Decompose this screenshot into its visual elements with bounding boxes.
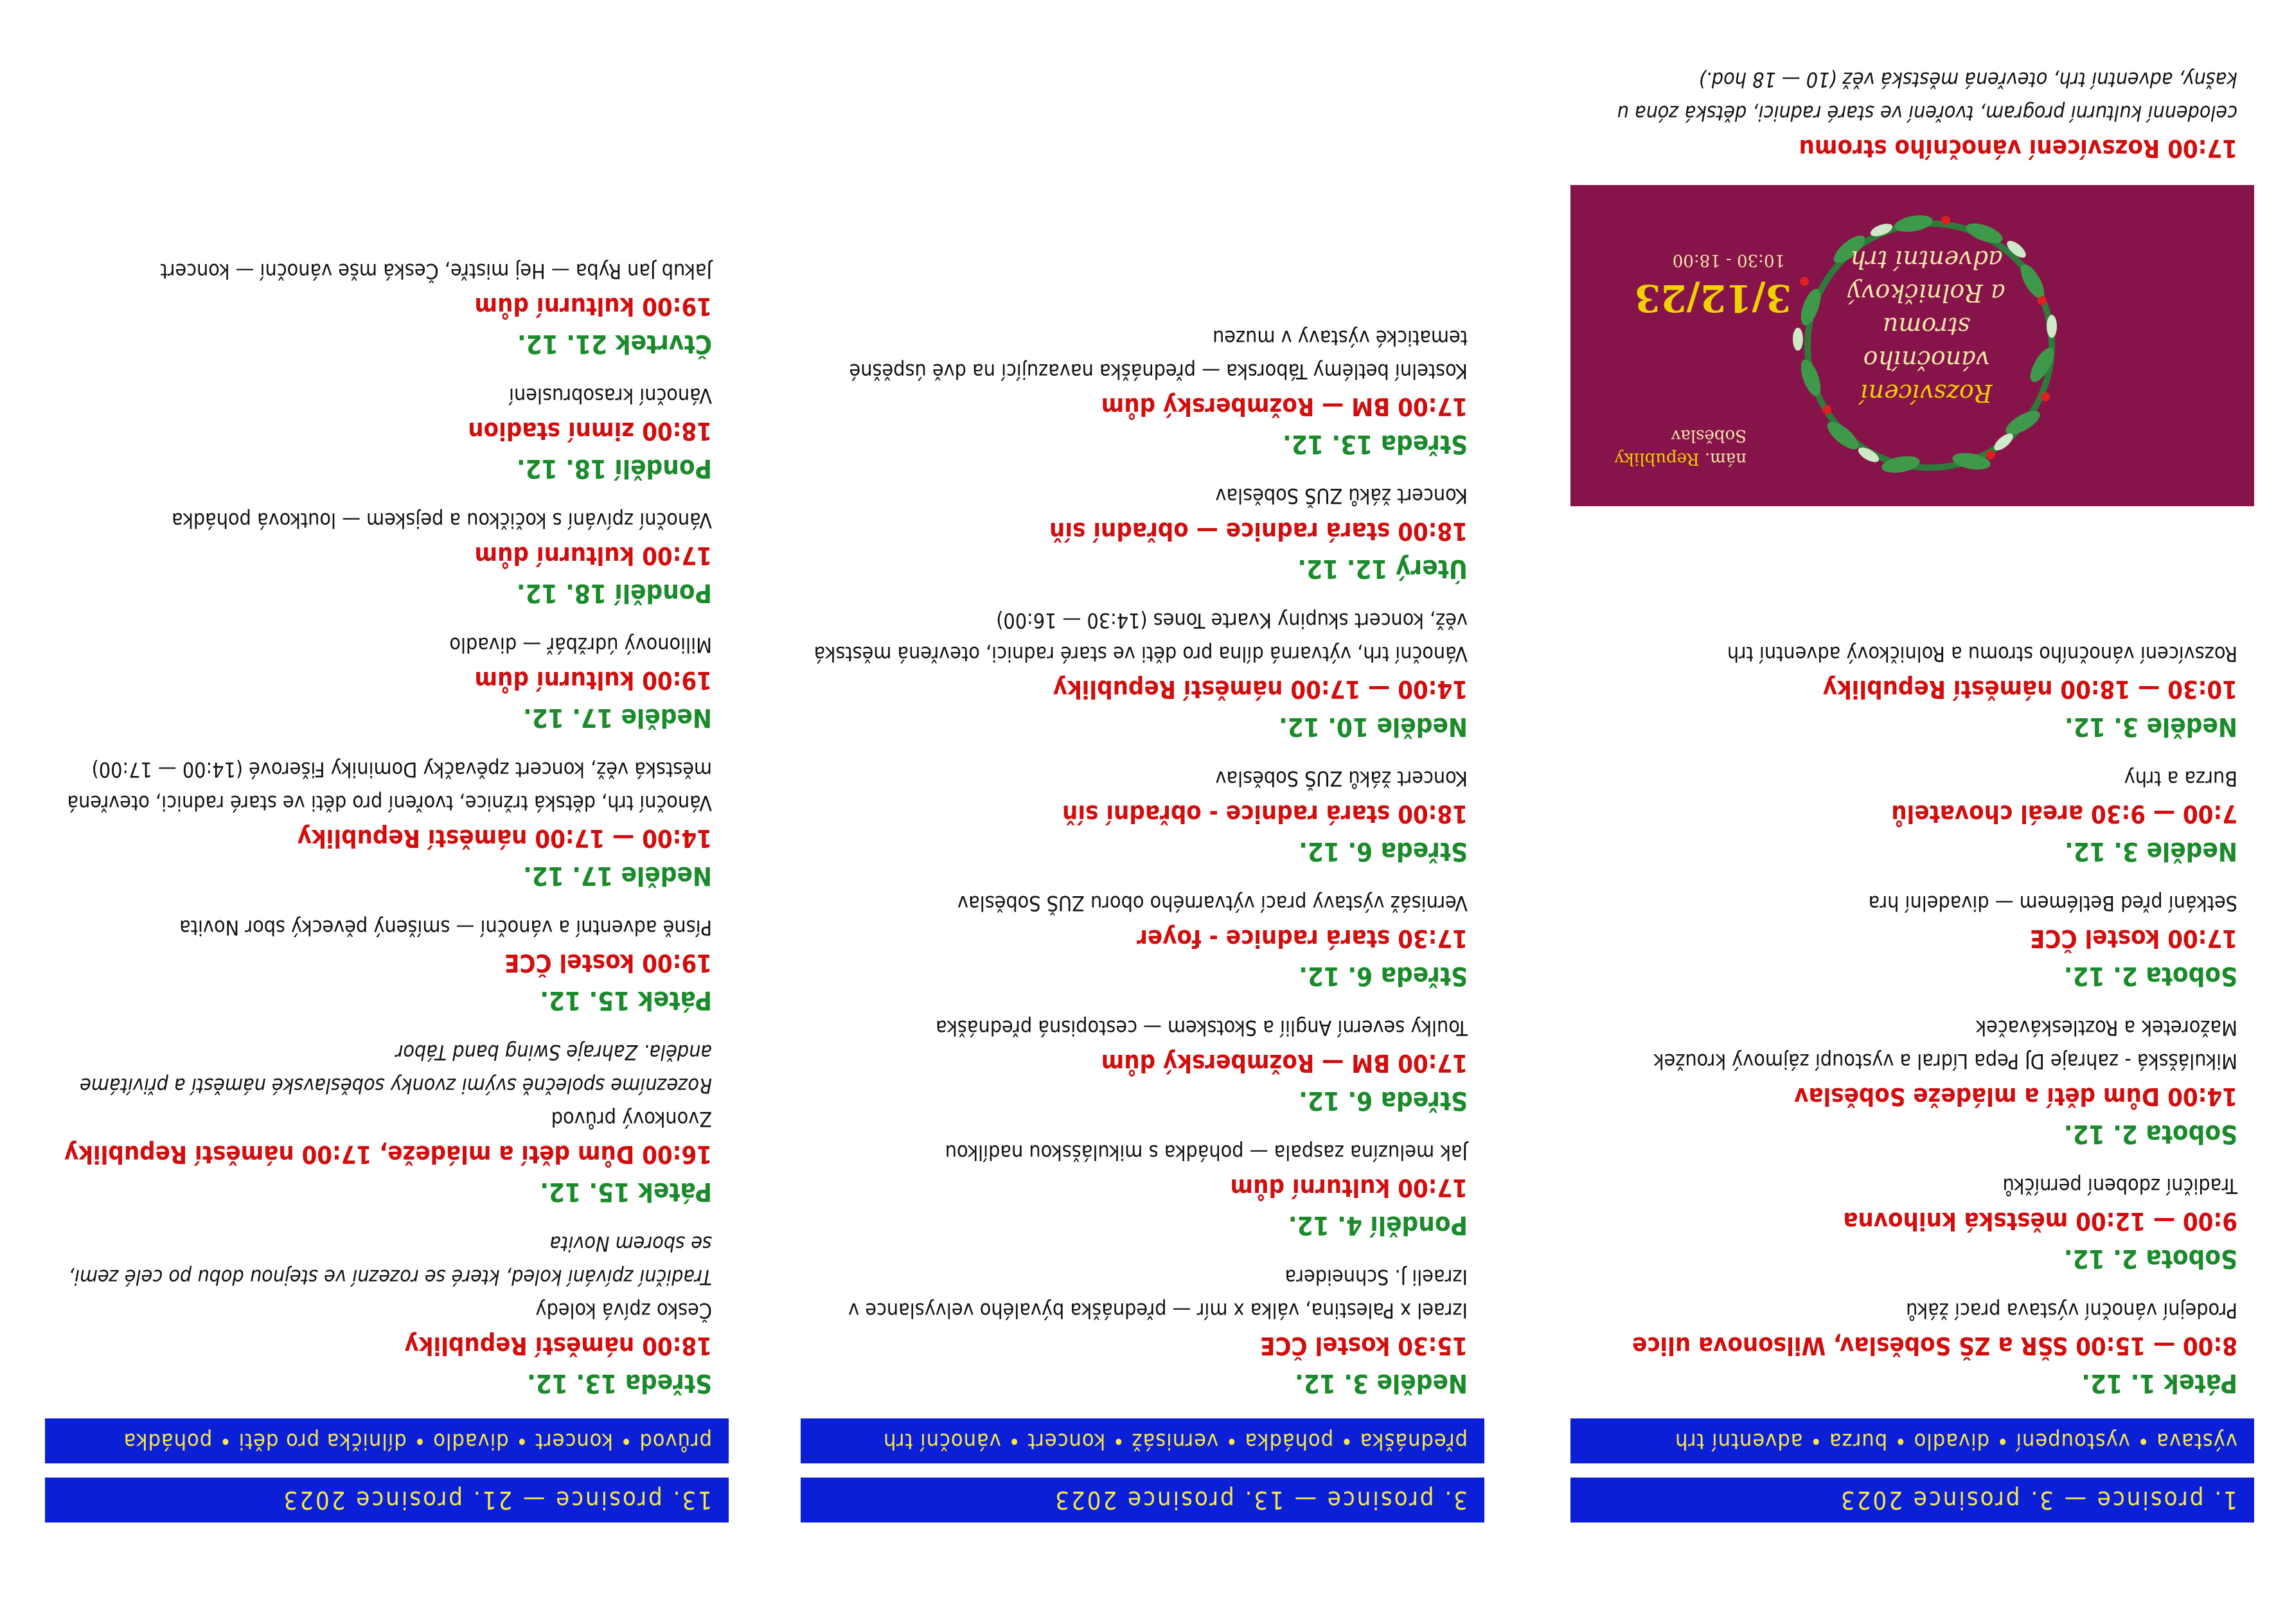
event-day: Neděle 10. 12. [1279, 712, 1468, 741]
event-description: Česko zpívá koledy [535, 1298, 712, 1323]
event-description: Kostelní betlémy Táborska — přednáška navazující na dvě úspěšné tematické výstavy v muzeu [849, 326, 1468, 384]
event-time: 19:00 kostel ČCE [504, 949, 712, 977]
event-description: Vánoční krasobruslení [509, 384, 712, 408]
event-description: Toulky severní Anglií a Skotskem — cestopisná přednáška [936, 1016, 1468, 1040]
event-item [1583, 887, 2237, 994]
event-item [814, 604, 1468, 745]
poster-date: 3/12/23 [1634, 276, 1792, 320]
event-item [58, 379, 712, 487]
event-list [814, 304, 1468, 1402]
poster-event [1583, 46, 2237, 167]
poster-title: Rozsvícení vánočního stromu a Rolničkový adventní trh [1847, 245, 2005, 407]
column-tags: výstava • vystoupení • divadlo • burza • adventní trh [1570, 1418, 2254, 1463]
event-time: 17:00 kulturní dům [474, 542, 712, 570]
event-time: 18:00 stará radnice — obřadní síň [1049, 517, 1468, 545]
column-3 [45, 0, 729, 1624]
event-item [1583, 762, 2237, 870]
column-tags: průvod • koncert • divadlo • dílnička pro děti • pohádka [45, 1418, 729, 1463]
event-day: Pátek 15. 12. [540, 1177, 712, 1206]
event-description: celodenní kulturní program, tvoření ve staré radnici, dětská zóna u kašny, adventní trh, otevřená městská věž (10 — 18 hod.) [1617, 67, 2237, 125]
event-description: Setkání před Betlémem — divadelní hra [1868, 891, 2237, 915]
event-day: Čtvrtek 21. 12. [517, 329, 712, 358]
event-day: Neděle 3. 12. [2065, 712, 2237, 741]
event-item [1583, 1294, 2237, 1402]
event-item [58, 254, 712, 362]
column-2 [801, 0, 1484, 1624]
event-time: 14:00 — 17:00 náměstí Republiky [297, 824, 712, 852]
event-day: Středa 6. 12. [1299, 836, 1468, 866]
event-time: 17:00 kulturní dům [1230, 1174, 1468, 1202]
event-list [58, 238, 712, 1402]
event-item [814, 1260, 1468, 1402]
event-description: Tradiční zdobení perníčků [2002, 1174, 2237, 1198]
event-day: Sobota 2. 12. [2063, 1244, 2237, 1273]
event-description: Jakub Jan Ryba — Hej mistře, Česká mše vánoční — koncert [160, 259, 712, 283]
event-time: 14:00 Dům dětí a mládeže Soběslav [1794, 1082, 2237, 1111]
event-item [814, 1011, 1468, 1119]
event-time: 17:00 kostel ČCE [2030, 924, 2237, 953]
column-1 [1570, 0, 2254, 1624]
column-title: 1. prosince — 3. prosince 2023 [1570, 1478, 2254, 1522]
event-time: 17:00 BM — Rožmberský dům [1101, 393, 1468, 421]
event-item [1583, 1011, 2237, 1152]
event-time: 15:30 kostel ČCE [1260, 1332, 1468, 1360]
event-description: Milionový údržbář — divadlo [449, 633, 712, 657]
event-day: Neděle 3. 12. [2065, 836, 2237, 866]
event-day: Sobota 2. 12. [2063, 1119, 2237, 1149]
event-time: 8:00 — 15:00 SŠR a ZŠ Soběslav, Wilsonova ulice [1632, 1332, 2237, 1360]
column-tags: přednáška • pohádka • vernisáž • koncert • vánoční trh [801, 1418, 1484, 1463]
event-poster [1570, 185, 2254, 506]
event-description: Zvonkový průvod [551, 1107, 712, 1131]
event-time: 17:30 stará radnice - foyer [1137, 924, 1468, 953]
event-day: Úterý 12. 12. [1297, 554, 1468, 583]
event-description: Vánoční trh, výtvarná dílna pro děti ve staré radnici, otevřená městská věž, koncert skupiny Kvarte Tones (14:30 — 16:00) [814, 608, 1468, 666]
event-time: 14:00 — 17:00 náměstí Republiky [1053, 675, 1468, 703]
event-item [814, 887, 1468, 994]
poster-time: 10:30 - 18:00 [1672, 251, 1785, 270]
event-day: Neděle 3. 12. [1295, 1368, 1468, 1398]
event-item [814, 762, 1468, 870]
event-time: 18:00 zimní stadion [468, 417, 712, 445]
event-time: 10:30 — 18:00 náměstí Republiky [1822, 675, 2237, 703]
event-day: Neděle 17. 12. [523, 861, 712, 890]
event-description: Jak meluzína zaspala — pohádka s mikulášskou nadílkou [945, 1140, 1468, 1165]
column-title: 3. prosince — 13. prosince 2023 [801, 1478, 1484, 1522]
event-item [58, 911, 712, 1019]
event-time: 17:00 Rozsvícení vánočního stromu [1799, 134, 2237, 163]
event-day: Neděle 17. 12. [523, 703, 712, 732]
event-description: Vánoční zpívání s kočičkou a pejskem — loutková pohádka [172, 508, 712, 533]
event-day: Pondělí 18. 12. [516, 578, 712, 608]
event-description-detail: Tradiční zpívání koled, které se rozezní ve stejnou dobu po celé zemi, se sborem Novita [68, 1231, 712, 1289]
event-item [814, 479, 1468, 587]
event-item [814, 1136, 1468, 1244]
event-day: Pátek 1. 12. [2081, 1368, 2237, 1398]
column-title: 13. prosince — 21. prosince 2023 [45, 1478, 729, 1522]
event-item [814, 321, 1468, 463]
event-day: Středa 6. 12. [1299, 961, 1468, 991]
event-time: 16:00 Dům dětí a mládeže, 17:00 náměstí Republiky [64, 1140, 712, 1169]
event-description: Písně adventní a vánoční — smíšený pěvecký sbor Novita [179, 915, 712, 940]
event-item [58, 1036, 712, 1210]
event-day: Pátek 15. 12. [540, 985, 712, 1015]
event-description: Vánoční trh, dětská tržnice, tvoření pro děti ve staré radnici, otevřená městská věž, koncert zpěvačky Dominiky Fišerové (14:00 — 17:00) [67, 757, 712, 815]
event-description: Mikulášská - zahraje DJ Pepa Lídral a vystoupí zájmový kroužek Mažoretek a Roztleskávaček [1653, 1016, 2237, 1073]
event-time: 19:00 kulturní dům [474, 292, 712, 321]
event-day: Pondělí 4. 12. [1288, 1210, 1468, 1240]
event-time: 17:00 BM — Rožmberský dům [1101, 1049, 1468, 1077]
event-time: 9:00 — 12:00 městská knihovna [1843, 1207, 2237, 1235]
event-day: Sobota 2. 12. [2063, 961, 2237, 991]
event-item [1583, 1169, 2237, 1277]
event-day: Středa 13. 12. [527, 1368, 712, 1398]
event-description: Izrael x Palestina, válka x mír — přednáška bývalého velvyslance v Izraeli J. Schneidera [848, 1265, 1468, 1323]
event-list [1583, 621, 2237, 1402]
event-description: Rozsvícení vánočního stromu a Rolničkový adventní trh [1727, 642, 2237, 666]
event-item [58, 504, 712, 612]
event-time: 19:00 kulturní dům [474, 666, 712, 694]
event-item [58, 1227, 712, 1402]
event-day: Středa 6. 12. [1299, 1086, 1468, 1115]
event-time: 7:00 — 9:30 areál chovatelů [1891, 800, 2237, 828]
event-day: Pondělí 18. 12. [516, 454, 712, 483]
event-item [1583, 637, 2237, 745]
event-description: Koncert žáků ZUŠ Soběslav [1215, 766, 1468, 791]
event-day: Středa 13. 12. [1283, 429, 1468, 459]
event-description: Koncert žáků ZUŠ Soběslav [1215, 484, 1468, 508]
event-item [58, 628, 712, 736]
event-description: Vernisáž výstavy prací výtvarného oboru ZUŠ Soběslav [957, 891, 1468, 915]
event-item [58, 753, 712, 894]
event-time: 18:00 náměstí Republiky [404, 1332, 712, 1360]
event-time: 18:00 stará radnice - obřadní síň [1062, 800, 1468, 828]
event-description: Prodejní vánoční výstava prací žáků [1906, 1298, 2237, 1323]
event-description-detail: Rozezníme společně svými zvonky soběslavské náměstí a přivítáme anděla. Zahraje Swing band Tábor [80, 1040, 712, 1098]
event-description: Burza a trhy [2124, 766, 2237, 791]
poster-location: nám. Republiky Soběslav [1614, 426, 1747, 468]
